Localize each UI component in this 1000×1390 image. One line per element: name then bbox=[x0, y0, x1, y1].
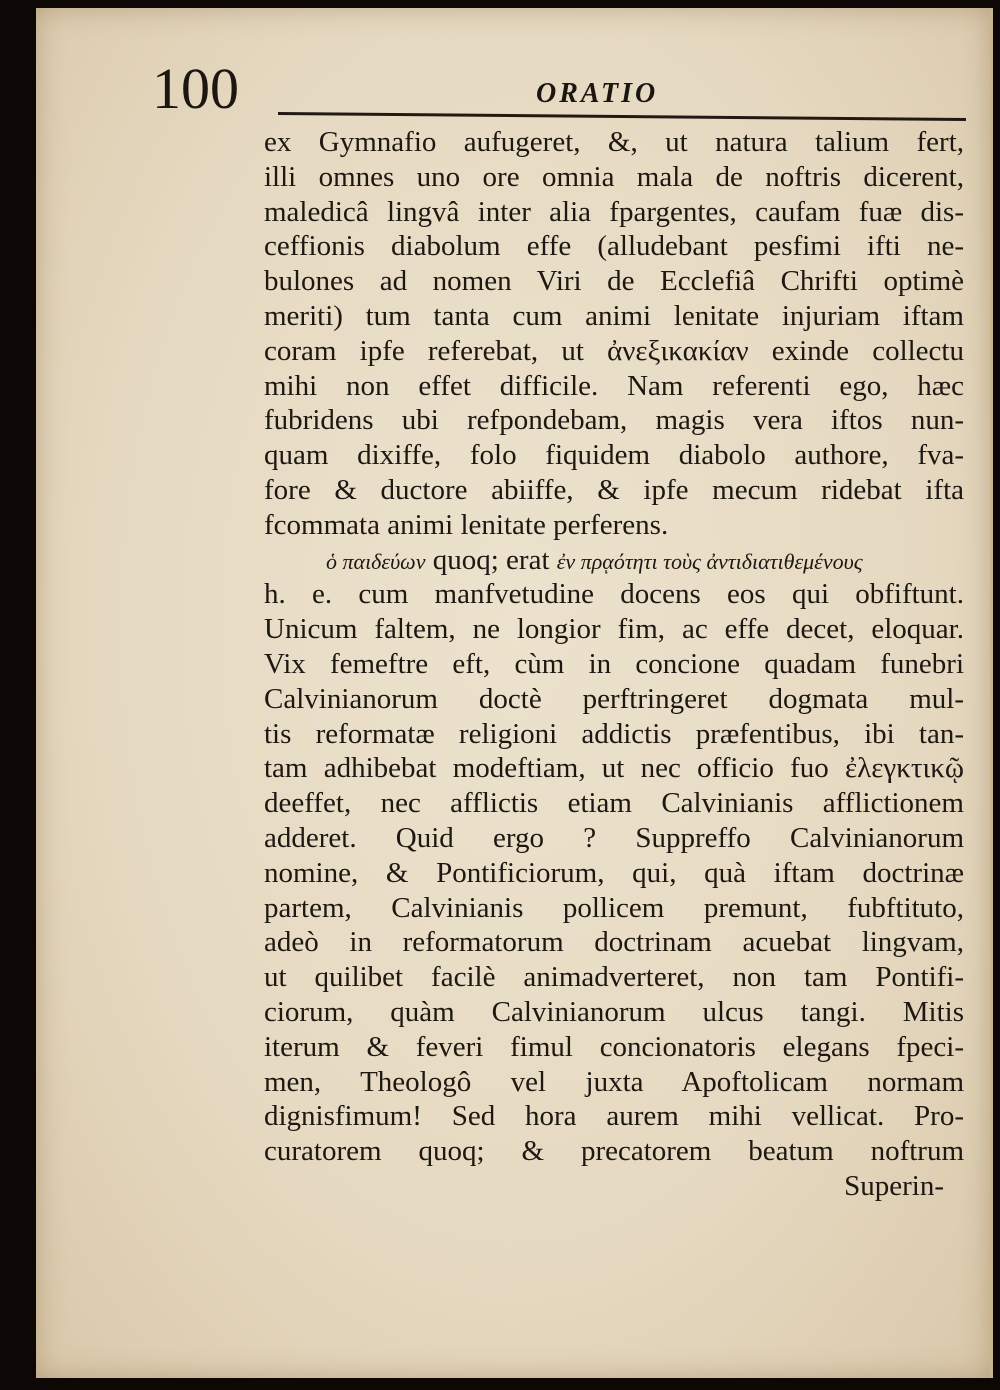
header-rule bbox=[278, 112, 966, 121]
text-line: iterum & feveri fimul concionatoris elegans fpeci- bbox=[264, 1030, 964, 1063]
text-line: fubridens ubi refpondebam, magis vera iftos nun- bbox=[264, 404, 964, 437]
text-line: ut quilibet facilè animadverteret, non tam Pontifi- bbox=[264, 961, 964, 994]
text-line: ex Gymnafio aufugeret, &, ut natura talium fert, bbox=[264, 126, 964, 158]
text-line: ceffionis diabolum effe (alludebant pesfimi ifti ne- bbox=[264, 230, 964, 263]
text-line: maledicâ lingvâ inter alia fpargentes, caufam fuæ dis- bbox=[264, 195, 964, 228]
book-page bbox=[36, 8, 993, 1378]
text-line: bulones ad nomen Viri de Ecclefiâ Chrifti optimè bbox=[264, 265, 964, 298]
text-line: deeffet, nec afflictis etiam Calvinianis afflictionem bbox=[264, 787, 964, 820]
text-line: Calvinianorum doctè perftringeret dogmata mul- bbox=[264, 682, 964, 715]
text-line: fore & ductore abiiffe, & ipfe mecum ridebat ifta bbox=[264, 473, 964, 506]
latin-phrase: quoq; erat bbox=[432, 543, 550, 576]
text-line: h. e. cum manfvetudine docens eos qui obfiftunt. bbox=[264, 578, 964, 611]
text-line: Unicum faltem, ne longior fim, ac effe decet, eloquar. bbox=[264, 613, 964, 646]
text-line: meriti) tum tanta cum animi lenitate injuriam iftam bbox=[264, 299, 964, 332]
text-line: tis reformatæ religioni addictis præfentibus, ibi tan- bbox=[264, 717, 964, 750]
page-number: 100 bbox=[152, 56, 239, 121]
greek-phrase: ἐν πρᾳότητι τοὺς ἀντιδιατιθεμένους bbox=[556, 548, 863, 574]
text-line: fcommata animi lenitate perferens. bbox=[264, 508, 669, 541]
text-line: ciorum, quàm Calvinianorum ulcus tangi. Mitis bbox=[264, 995, 964, 1028]
text-line: adderet. Quid ergo ? Suppreffo Calvinianorum bbox=[264, 821, 964, 854]
text-line: curatorem quoq; & precatorem beatum noftrum bbox=[264, 1135, 964, 1168]
text-line: tam adhibebat modeftiam, ut nec officio fuo ἐλεγκτικῷ bbox=[264, 752, 964, 785]
text-line: men, Theologô vel juxta Apoftolicam normam bbox=[264, 1065, 964, 1098]
text-line: nomine, & Pontificiorum, qui, quà iftam doctrinæ bbox=[264, 856, 964, 889]
running-head: ORATIO bbox=[536, 78, 659, 109]
text-line: mihi non effet difficile. Nam referenti ego, hæc bbox=[264, 369, 964, 402]
greek-phrase: ὁ παιδεύων bbox=[326, 548, 426, 574]
text-line: quam dixiffe, folo fiquidem diabolo authore, fva- bbox=[264, 439, 964, 472]
text-line: illi omnes uno ore omnia mala de noftris dicerent, bbox=[264, 160, 964, 193]
text-line: dignisfimum! Sed hora aurem mihi vellicat. Pro- bbox=[264, 1100, 964, 1133]
text-line: partem, Calvinianis pollicem premunt, fubftituto, bbox=[264, 891, 964, 924]
greek-quote-line bbox=[264, 543, 964, 578]
catchword: Superin- bbox=[844, 1169, 944, 1202]
text-line: adeò in reformatorum doctrinam acuebat lingvam, bbox=[264, 926, 964, 959]
body-text bbox=[264, 125, 964, 1204]
text-line: coram ipfe referebat, ut ἀνεξικακίαν exinde collectu bbox=[264, 334, 964, 367]
text-line: Vix femeftre eft, cùm in concione quadam funebri bbox=[264, 647, 964, 680]
